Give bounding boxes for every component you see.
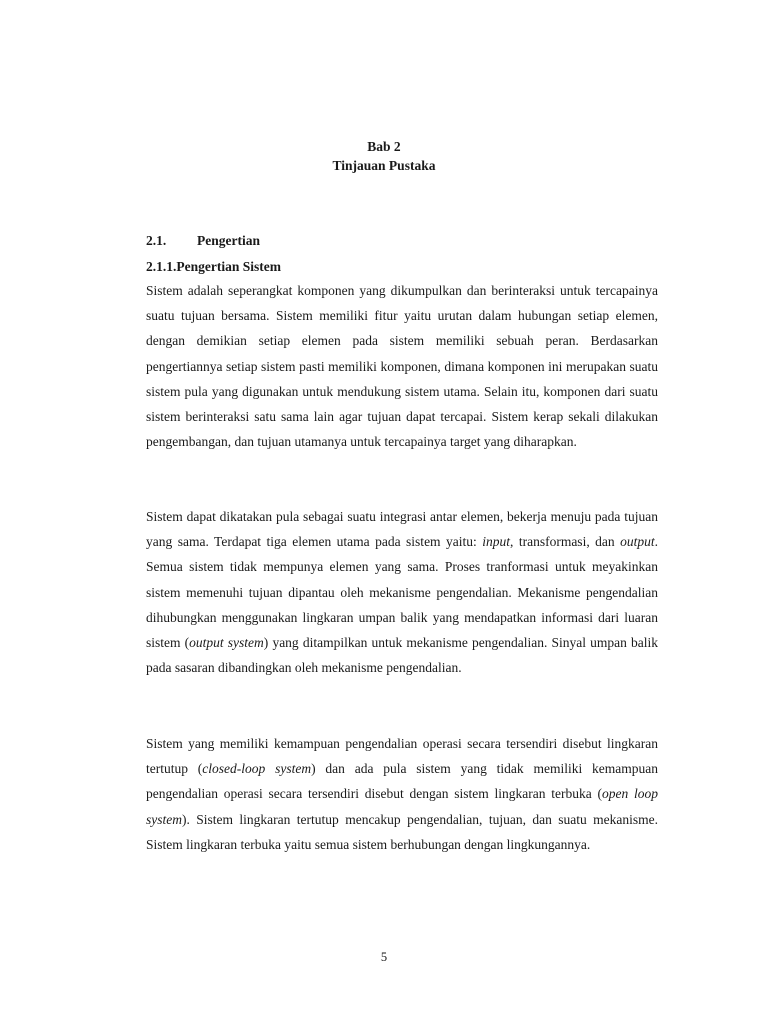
text-run: Sistem yang memiliki kemampuan pengendalian operasi secara tersendiri disebut lingkaran tertutup ( [146,736,658,777]
paragraph-1: Sistem adalah seperangkat komponen yang dikumpulkan dan berinteraksi untuk tercapainya suatu tujuan bersama. Sistem memiliki fitur yaitu urutan dalam hubungan setiap elemen, dengan demikian setiap elemen pada sistem memiliki sebuah peran. Berdasarkan pengertiannya setiap sistem pasti memiliki komponen, dimana komponen ini merupakan suatu sistem pula yang digunakan untuk mendukung sistem utama. Selain itu, komponen dari suatu sistem berinteraksi satu sama lain agar tujuan dapat tercapai. Sistem kerap sekali dilakukan pengembangan, dan tujuan utamanya untuk tercapainya target yang diharapkan. [146,283,658,450]
text-run: . Semua sistem tidak mempunya elemen yang sama. Proses tranformasi untuk meyakinkan sistem memenuhi tujuan dipantau oleh mekanisme pengendalian. Mekanisme pengendalian dihubungkan menggunakan lingkaran umpan balik yang mendapatkan informasi dari luaran sistem ( [146,534,658,651]
text-run: ) dan ada pula sistem yang tidak memiliki kemampuan pengendalian operasi secara tersendiri disebut dengan sistem lingkaran terbuka ( [146,761,658,802]
subsection-heading-2-1-1: 2.1.1.Pengertian Sistem [146,259,281,274]
paragraph-2 [146,504,658,680]
paragraph-3 [146,731,658,857]
section-number: 2.1. [146,233,167,248]
text-run: ) yang ditampilkan untuk mekanisme pengendalian. Sinyal umpan balik pada sasaran dibandingkan oleh mekanisme pengendalian. [146,635,658,676]
italic-term: closed-loop system [202,761,312,777]
chapter-label: Bab 2 [367,139,401,154]
text-run: , transformasi, dan [510,534,621,550]
italic-term: output [620,534,655,550]
chapter-title: Tinjauan Pustaka [332,158,436,173]
text-run: ). Sistem lingkaran tertutup mencakup pengendalian, tujuan, dan suatu mekanisme. Sistem lingkaran terbuka yaitu semua sistem berhubungan dengan lingkungannya. [146,811,658,852]
italic-term: open loop system [146,786,658,827]
section-title: Pengertian [197,233,260,248]
section-heading-2-1 [146,231,260,250]
text-run: Sistem dapat dikatakan pula sebagai suatu integrasi antar elemen, bekerja menuju pada tujuan yang sama. Terdapat tiga elemen utama pada sistem yaitu: [146,509,658,550]
italic-term: input [482,534,510,550]
italic-term: output system [189,635,264,651]
page-number: 5 [380,950,388,964]
